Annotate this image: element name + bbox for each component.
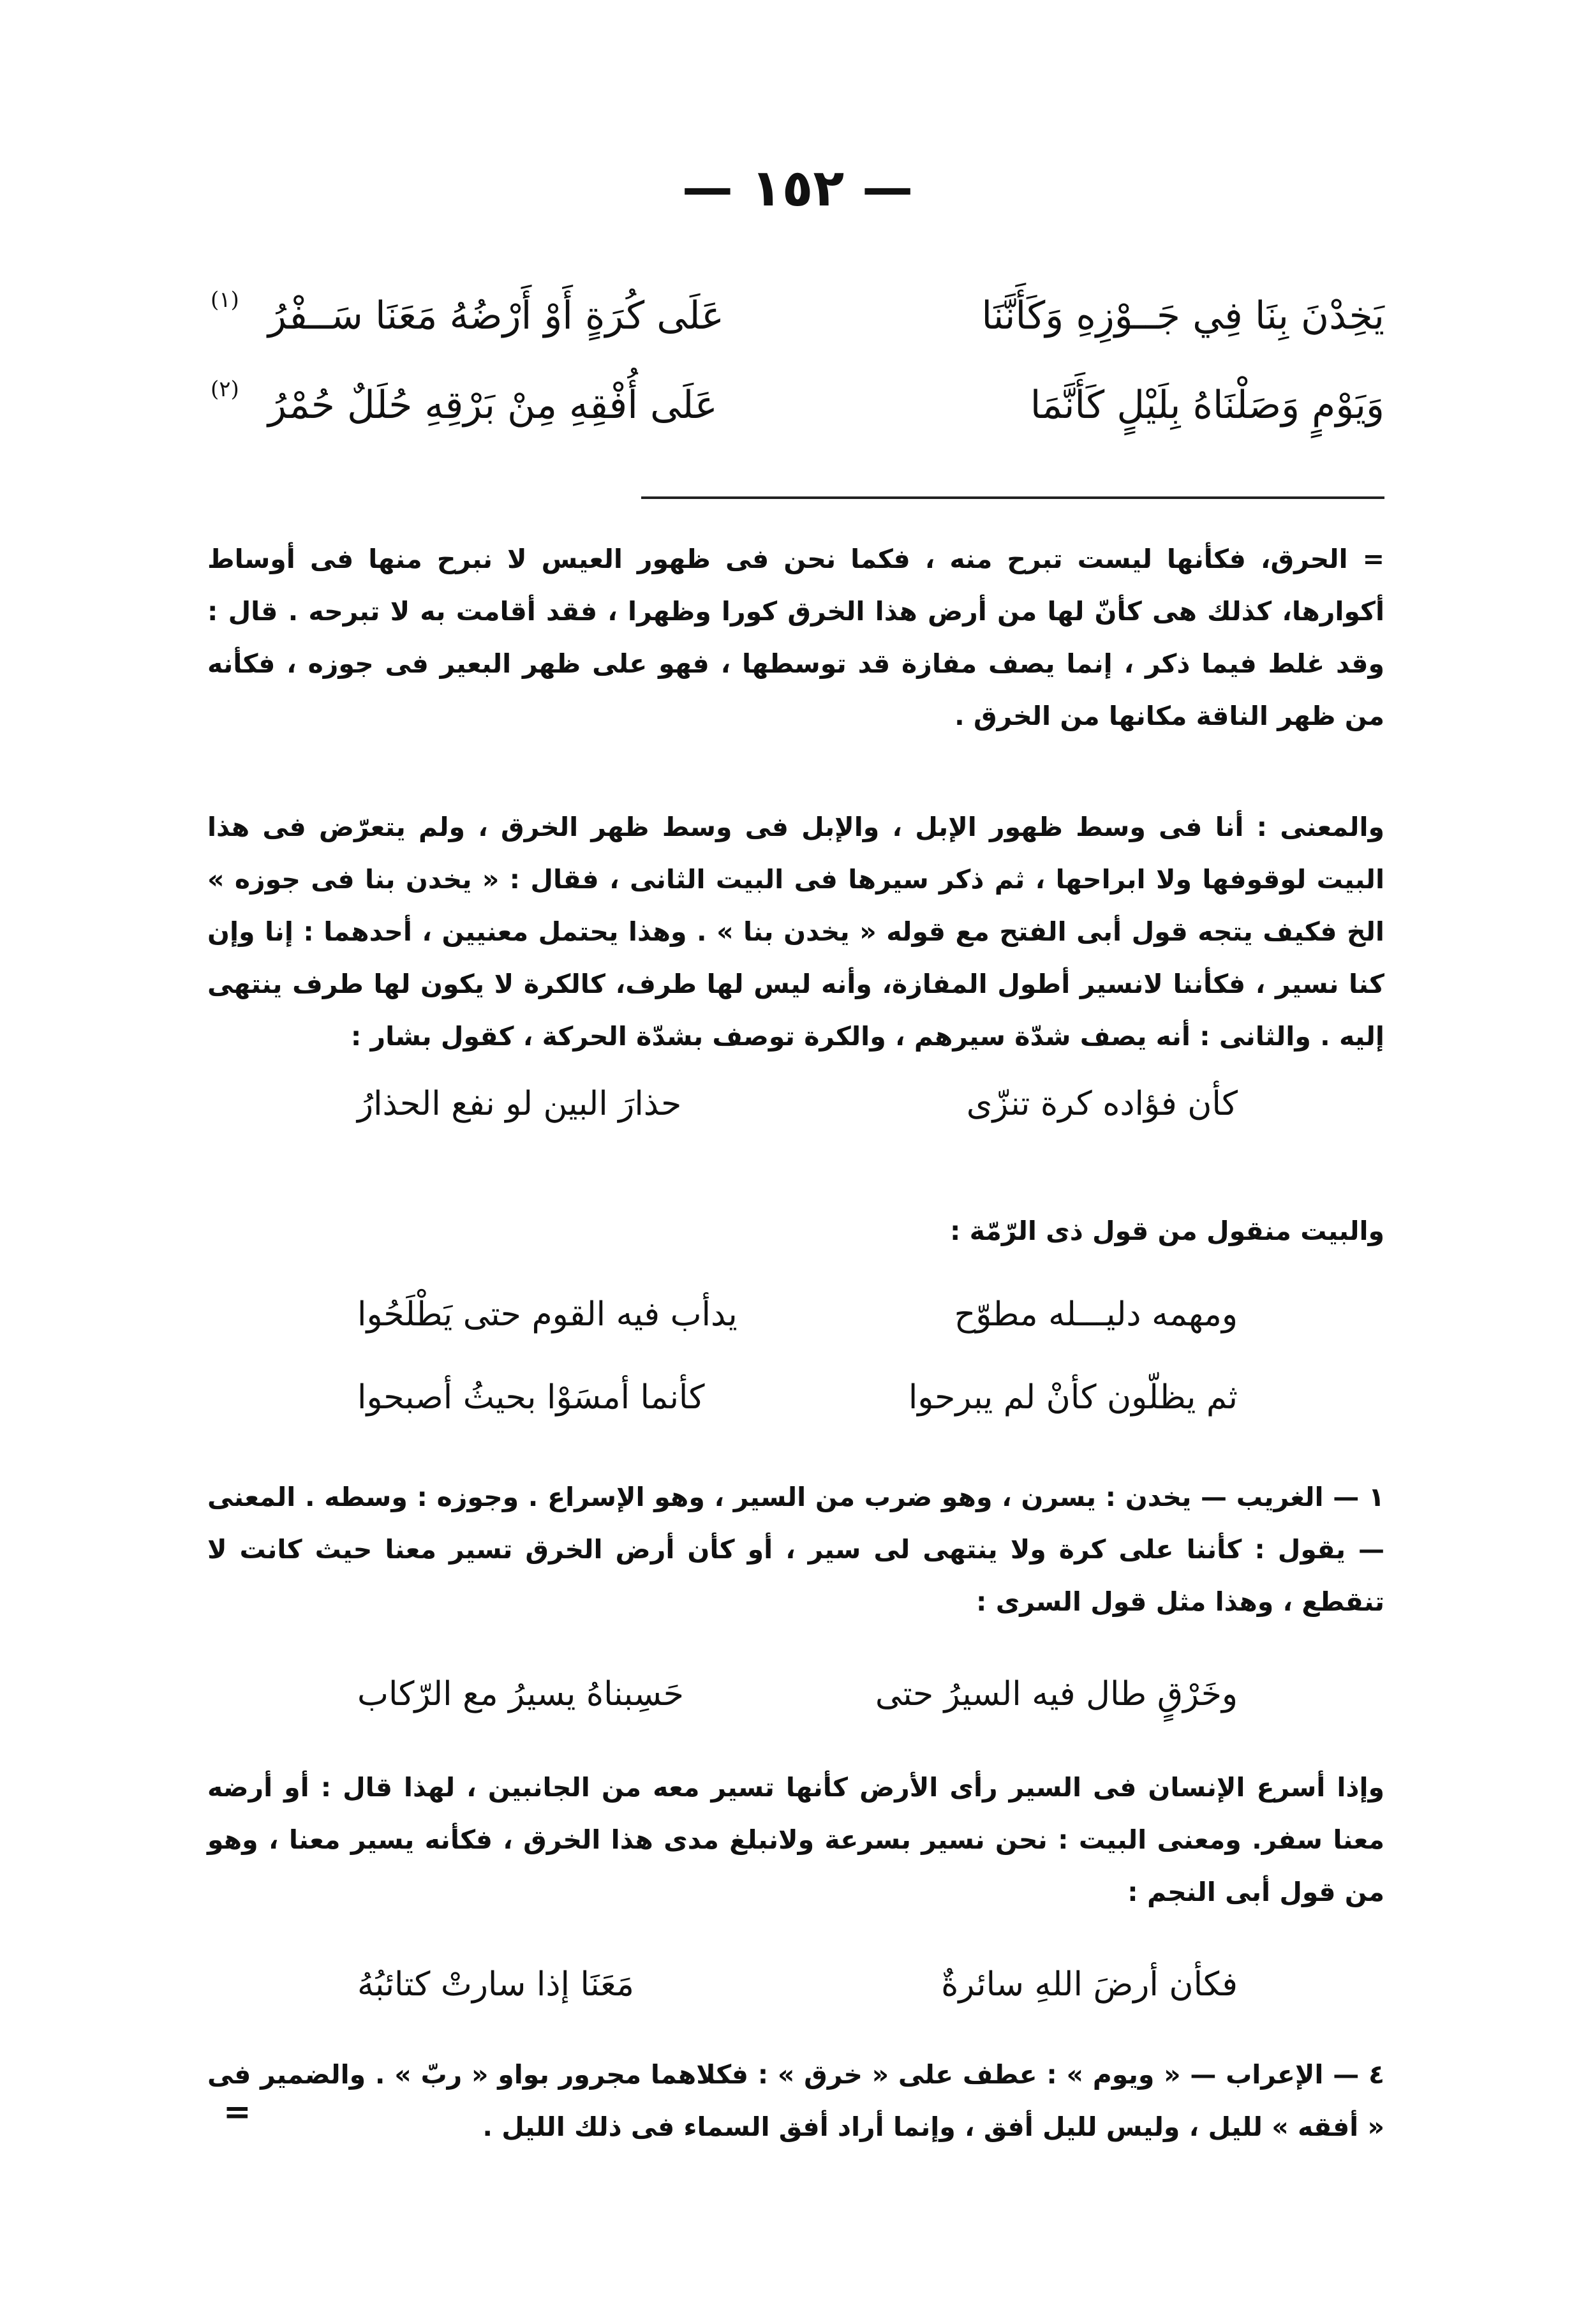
verse-second-hemistich: عَلَى أُفْقِهِ مِنْ بَرْقِهِ حُلَلٌ حُمْرُ (268, 383, 718, 428)
continuation-mark: = (223, 2093, 251, 2131)
quoted-verse (211, 1085, 1384, 1136)
verse-first-hemistich: ومهمه دليـــله مطوّح (954, 1295, 1238, 1334)
verse-first-hemistich: فكأن أرضَ اللهِ سائرةٌ (941, 1965, 1238, 2004)
commentary-paragraph: = الحرق، فكأنها ليست تبرح منه ، فكما نحن فى ظهور العيس لا نبرح منها فى أوساط أكوارها، كذلك هى كأنّ لها من أرض هذا الخرق كورا وظهرا ، فقد أقامت به لا تبرحه . قال : وقد غلط فيما ذكر ، إنما يصف مفازة قد توسطها ، فهو على ظهر البعير فى جوزه ، فكأنه من ظهر الناقة مكانها من الخرق . (207, 544, 1384, 731)
separator-rule (641, 496, 1384, 499)
verse-first-hemistich: ثم يظلّون كأنْ لم يبرحوا (908, 1378, 1238, 1417)
verse-second-hemistich: كأنما أمسَوْا بحيثُ أصبحوا (357, 1378, 705, 1417)
footnote-marker: (١) (211, 287, 239, 313)
quoted-verse (211, 1675, 1384, 1726)
verse-second-hemistich: عَلَى كُرَةٍ أَوْ أَرْضُهُ مَعَنَا سَــفْرُ (268, 294, 724, 338)
footnote-marker: (٢) (211, 376, 239, 402)
verse-first-hemistich: يَخِدْنَ بِنَا فِي جَــوْزِهِ وَكَأَنَّنَا (981, 294, 1384, 338)
verse-first-hemistich: وَيَوْمٍ وَصَلْنَاهُ بِلَيْلٍ كَأَنَّمَا (1030, 383, 1384, 428)
verse-first-hemistich: كأن فؤاده كرة تنزّى (966, 1085, 1238, 1123)
verse-line (211, 376, 1384, 453)
footnote-paragraph: ٤ — الإعراب — « ويوم » : عطف على « خرق » : فكلاهما مجرور بواو « ربّ » . والضمير فى « أفقه » لليل ، وليس لليل أفق ، وإنما أراد أفق السماء فى ذلك الليل . (207, 2059, 1384, 2142)
commentary-paragraph: والمعنى : أنا فى وسط ظهور الإبل ، والإبل فى وسط ظهر الخرق ، ولم يتعرّض فى هذا البيت لوقوفها ولا ابراحها ، ثم ذكر سيرها فى البيت الثانى ، فقال : « يخدن بنا فى جوزه » الخ فكيف يتجه قول أبى الفتح مع قوله « يخدن بنا » . وهذا يحتمل معنيين ، أحدهما : إنا وإن كنا نسير ، فكأننا لانسير أطول المفازة، وأنه ليس لها طرف، كالكرة لا يكون لها طرف ينتهى إليه . والثانى : أنه يصف شدّة سيرهم ، والكرة توصف بشدّة الحركة ، كقول بشار : (207, 812, 1384, 1052)
verse-second-hemistich: مَعَنَا إذا سارتْ كتائبُهُ (357, 1965, 634, 2004)
quoted-verse (211, 1965, 1384, 2016)
verse-second-hemistich: يدأب فيه القوم حتى يَطْلَحُوا (357, 1295, 738, 1334)
quoted-verse (211, 1295, 1384, 1346)
footnote-paragraph: ١ — الغريب — يخدن : يسرن ، وهو ضرب من السير ، وهو الإسراع . وجوزه : وسطه . المعنى — يقول : كأننا على كرة ولا ينتهى لى سير ، أو كأن أرض الخرق تسير معنا حيث كانت لا تنقطع ، وهذا مثل قول السرى : (207, 1482, 1384, 1617)
quoted-verse (211, 1378, 1384, 1429)
page-number: — ١٥٢ — (681, 158, 914, 218)
footnote-paragraph: وإذا أسرع الإنسان فى السير رأى الأرض كأنها تسير معه من الجانبين ، لهذا قال : أو أرضه معنا سفر. ومعنى البيت : نحن نسير بسرعة ولانبلغ مدى هذا الخرق ، فكأنه يسير معنا ، وهو من قول أبى النجم : (207, 1772, 1384, 1907)
intro-line: والبيت منقول من قول ذى الرّمّة : (950, 1216, 1384, 1246)
verse-second-hemistich: حَسِبناهُ يسيرُ مع الرّكاب (357, 1675, 684, 1713)
verse-line (211, 287, 1384, 364)
verse-second-hemistich: حذارَ البين لو نفع الحذارُ (357, 1085, 682, 1123)
verse-first-hemistich: وخَرْقٍ طال فيه السيرُ حتى (875, 1675, 1238, 1713)
